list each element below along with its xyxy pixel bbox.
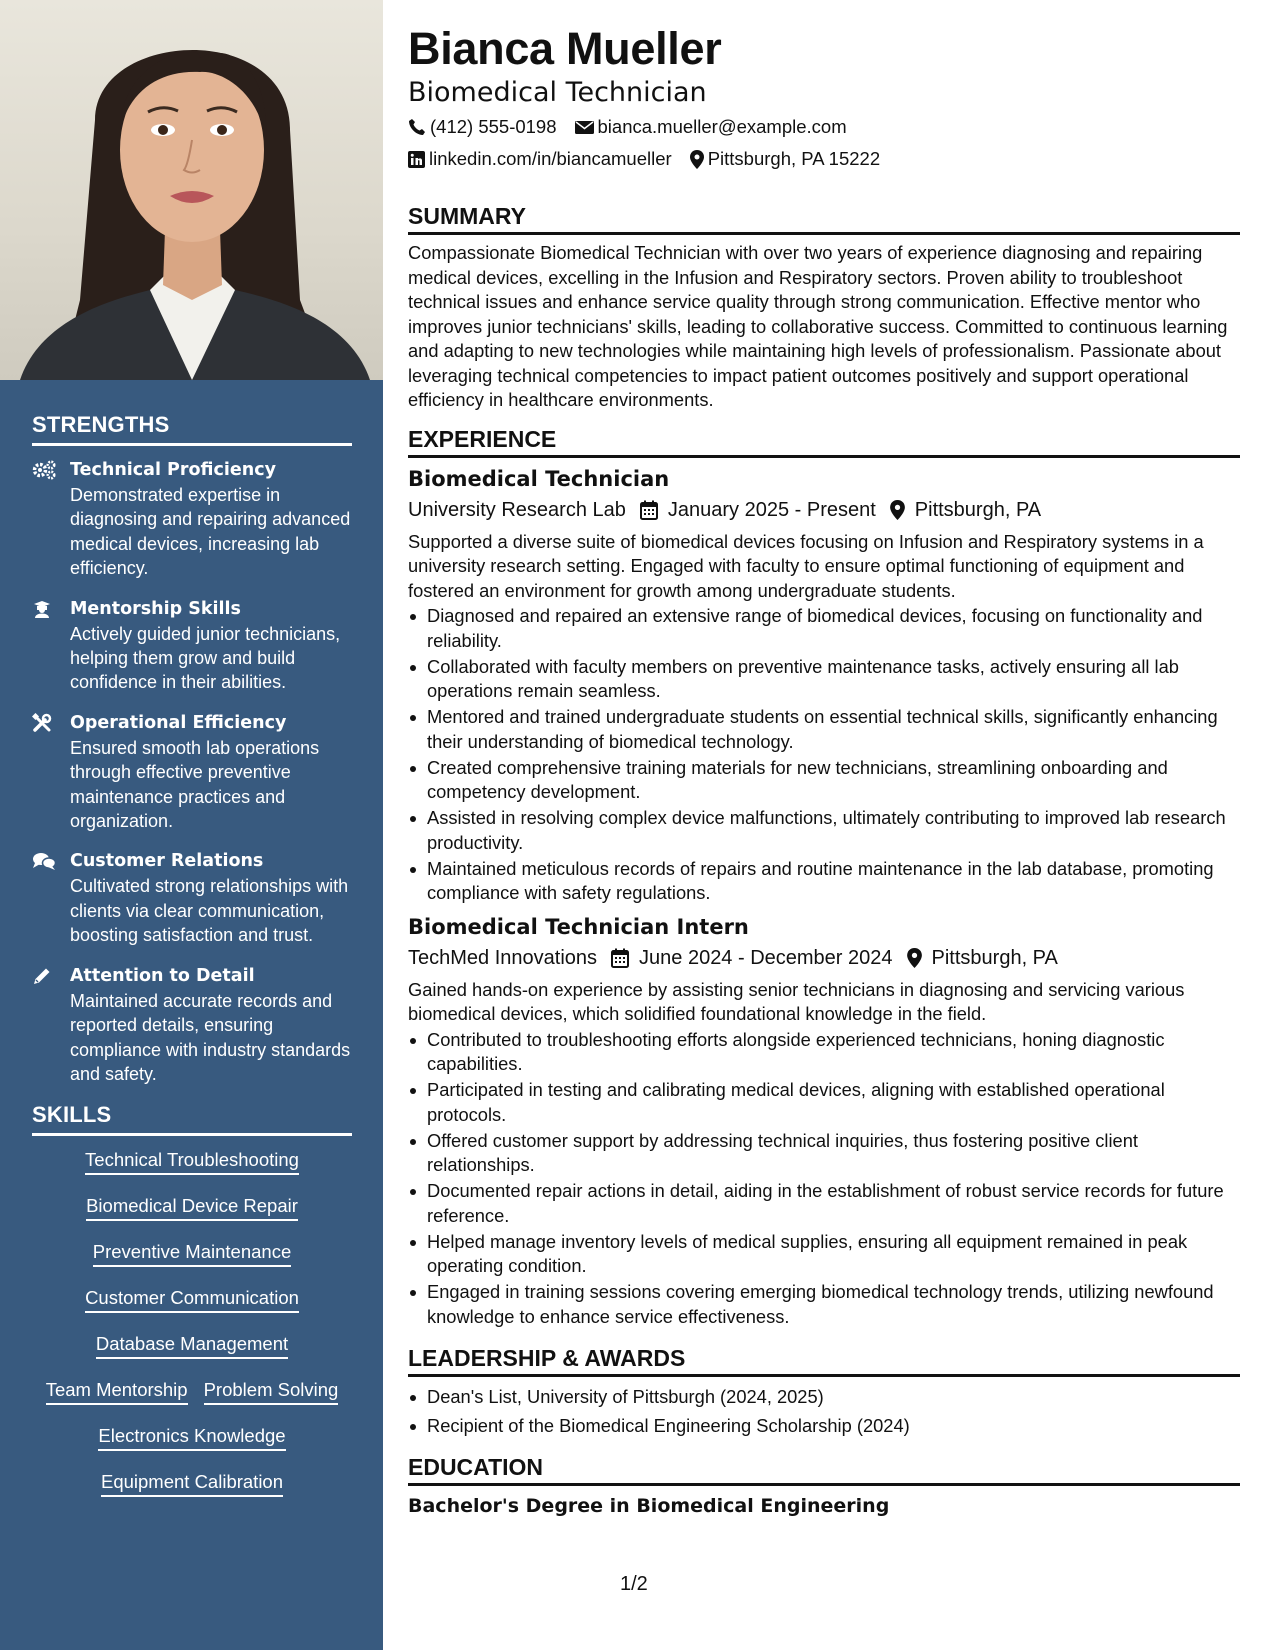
strengths-heading: STRENGTHS — [32, 412, 352, 446]
linkedin-icon — [408, 151, 425, 168]
list-item: Mentored and trained undergraduate students on essential technical skills, significantly enhancing their understanding of biomedical technology. — [408, 705, 1240, 754]
strength-desc: Cultivated strong relationships with clients via clear communication, boosting satisfaction and trust. — [70, 876, 349, 946]
gears-icon — [32, 458, 70, 581]
page-number: 1/2 — [620, 1573, 648, 1595]
job-dates — [640, 494, 876, 526]
strength-title: Attention to Detail — [70, 965, 255, 986]
profile-photo — [0, 0, 383, 380]
email-text: bianca.mueller@example.com — [597, 116, 847, 137]
list-item: Documented repair actions in detail, aiding in the establishment of robust service records for future reference. — [408, 1179, 1240, 1228]
company: TechMed Innovations — [408, 946, 598, 969]
main-content — [408, 22, 1240, 1520]
strength-title: Mentorship Skills — [70, 598, 241, 619]
job-dates-text: June 2024 - December 2024 — [639, 946, 893, 969]
strength-desc: Ensured smooth lab operations through effective preventive maintenance practices and organization. — [70, 737, 320, 832]
skill-tag: Database Management — [96, 1332, 288, 1359]
portrait-photo-icon — [0, 0, 383, 380]
list-item: Offered customer support by addressing technical inquiries, thus fostering positive client relationships. — [408, 1129, 1240, 1178]
strength-item — [32, 964, 352, 1087]
strength-title: Customer Relations — [70, 851, 264, 872]
awards-list — [408, 1385, 1240, 1438]
company: University Research Lab — [408, 498, 626, 521]
job-title-heading: Biomedical Technician — [408, 77, 707, 108]
envelope-icon — [575, 120, 594, 135]
phone — [408, 111, 557, 143]
job-location-text: Pittsburgh, PA — [931, 946, 1058, 969]
skill-tag: Team Mentorship — [46, 1378, 188, 1405]
graduate-icon — [32, 597, 70, 695]
job-location — [890, 494, 1041, 526]
list-item: Collaborated with faculty members on preventive maintenance tasks, actively ensuring all lab operations remain seamless. — [408, 655, 1240, 704]
linkedin[interactable] — [408, 143, 672, 175]
list-item: Assisted in resolving complex device malfunctions, ultimately contributing to improved lab research productivity. — [408, 806, 1240, 855]
education-heading: EDUCATION — [408, 1452, 1240, 1486]
job-location — [907, 942, 1058, 974]
skill-tag: Customer Communication — [85, 1286, 299, 1313]
job-bullets — [408, 1028, 1240, 1330]
list-item: Created comprehensive training materials for new technicians, streamlining onboarding and competency development. — [408, 756, 1240, 805]
summary-heading: SUMMARY — [408, 201, 1240, 235]
summary-text: Compassionate Biomedical Technician with over two years of experience diagnosing and repairing medical devices, excelling in the Infusion and Respiratory sectors. Proven ability to troubleshoot technical issues and enhance service quality through strong communication. Effective mentor who improves junior technicians' skills, leading to collaborative success. Committed to continuous learning and adapting to new technologies while maintaining high levels of professionalism. Passionate about leveraging technical competencies to impact patient outcomes positively and support operational efficiency in healthcare environments. — [408, 242, 1228, 410]
list-item: Recipient of the Biomedical Engineering Scholarship (2024) — [408, 1414, 1240, 1439]
skill-tag: Equipment Calibration — [101, 1470, 283, 1497]
job-entry — [408, 464, 1240, 906]
strength-item — [32, 849, 352, 947]
strength-desc: Demonstrated expertise in diagnosing and repairing advanced medical devices, increasing lab efficiency. — [70, 485, 351, 579]
strength-desc: Actively guided junior technicians, helping them grow and build confidence in their abilities. — [70, 623, 341, 693]
map-pin-icon — [907, 948, 922, 968]
job-dates-text: January 2025 - Present — [667, 498, 876, 521]
contact-row — [408, 143, 1240, 175]
strength-desc: Maintained accurate records and reported details, ensuring compliance with industry standards and safety. — [70, 990, 351, 1084]
strength-item — [32, 711, 352, 834]
job-dates — [611, 942, 893, 974]
job-location-text: Pittsburgh, PA — [914, 498, 1042, 521]
list-item: Engaged in training sessions covering emerging biomedical technology trends, utilizing newfound knowledge to enhance service effectiveness. — [408, 1280, 1240, 1329]
location — [690, 143, 880, 175]
list-item: Participated in testing and calibrating medical devices, aligning with established operational protocols. — [408, 1078, 1240, 1127]
awards-heading: LEADERSHIP & AWARDS — [408, 1343, 1240, 1377]
contact-row — [408, 111, 1240, 143]
list-item: Helped manage inventory levels of medical supplies, ensuring all equipment remained in peak operating condition. — [408, 1230, 1240, 1279]
degree: Bachelor's Degree in Biomedical Engineering — [408, 1495, 890, 1517]
calendar-icon — [640, 500, 658, 520]
pencil-icon — [32, 964, 70, 1087]
list-item: Maintained meticulous records of repairs and routine maintenance in the lab database, promoting compliance with safety regulations. — [408, 857, 1240, 906]
chat-icon — [32, 849, 70, 947]
experience-section — [408, 424, 1240, 1330]
job-entry — [408, 912, 1240, 1330]
phone-text: (412) 555-0198 — [430, 116, 557, 137]
experience-heading: EXPERIENCE — [408, 424, 1240, 458]
strength-title: Technical Proficiency — [70, 460, 276, 480]
skills-list — [32, 1148, 352, 1516]
list-item: Contributed to troubleshooting efforts alongside experienced technicians, honing diagnostic capabilities. — [408, 1028, 1240, 1077]
list-item: Dean's List, University of Pittsburgh (2024, 2025) — [408, 1385, 1240, 1410]
sidebar — [0, 0, 383, 1650]
education-section — [408, 1452, 1240, 1520]
skill-tag: Technical Troubleshooting — [85, 1148, 299, 1175]
skills-heading: SKILLS — [32, 1102, 352, 1136]
skill-tag: Biomedical Device Repair — [86, 1194, 298, 1221]
summary-section — [408, 201, 1240, 413]
candidate-name: Bianca Mueller — [408, 23, 722, 74]
job-description: Gained hands-on experience by assisting senior technicians in diagnosing and servicing various biomedical devices, which solidified foundational knowledge in the field. — [408, 978, 1185, 1024]
strength-item — [32, 597, 352, 695]
map-pin-icon — [890, 500, 905, 520]
awards-section — [408, 1343, 1240, 1438]
list-item: Diagnosed and repaired an extensive range of biomedical devices, focusing on functionality and reliability. — [408, 604, 1240, 653]
job-title: Biomedical Technician — [408, 466, 670, 491]
tools-icon — [32, 711, 70, 834]
email[interactable] — [575, 111, 847, 143]
job-meta — [408, 494, 1240, 526]
skill-tag: Electronics Knowledge — [98, 1424, 285, 1451]
skill-tag: Preventive Maintenance — [93, 1240, 291, 1267]
job-meta — [408, 942, 1240, 974]
job-title: Biomedical Technician Intern — [408, 914, 749, 939]
calendar-icon — [611, 948, 629, 968]
strength-item — [32, 458, 352, 581]
location-text: Pittsburgh, PA 15222 — [707, 148, 881, 169]
skill-tag: Problem Solving — [204, 1378, 339, 1405]
job-bullets — [408, 604, 1240, 906]
job-description: Supported a diverse suite of biomedical devices focusing on Infusion and Respiratory systems in a university research setting. Engaged with faculty to ensure optimal functioning of equipment and fostered an environment for growth among undergraduate students. — [408, 530, 1204, 601]
phone-icon — [408, 118, 426, 136]
strength-title: Operational Efficiency — [70, 712, 287, 733]
map-pin-icon — [690, 150, 704, 169]
linkedin-text: linkedin.com/in/biancamueller — [429, 148, 672, 169]
